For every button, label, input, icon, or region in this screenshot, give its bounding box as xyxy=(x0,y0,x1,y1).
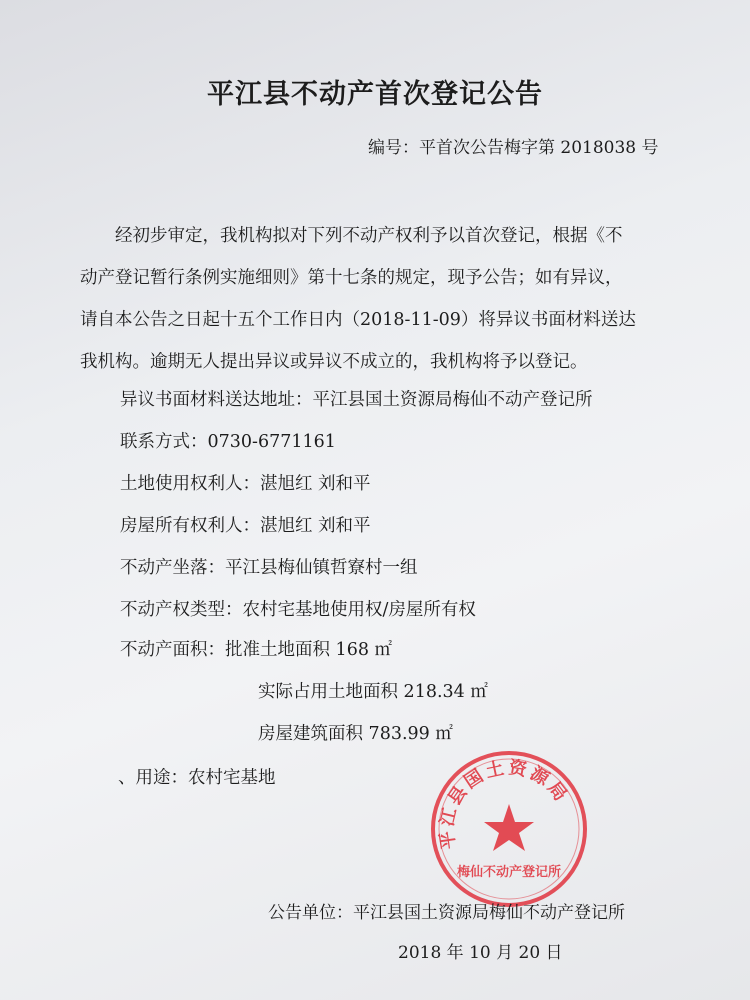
area-approved: 不动产面积：批准土地面积 168 ㎡ xyxy=(120,640,393,660)
document-number: 编号：平首次公告梅字第 2018038 号 xyxy=(368,138,659,158)
paragraph-line-3: 请自本公告之日起十五个工作日内（2018-11-09）将异议书面材料送达 xyxy=(80,310,636,330)
property-right-type: 不动产权类型：农村宅基地使用权/房屋所有权 xyxy=(120,600,476,620)
land-user: 土地使用权利人：湛旭红 刘和平 xyxy=(120,474,371,494)
contact-info: 联系方式：0730-6771161 xyxy=(120,432,336,452)
seal-inner-text: 梅仙不动产登记所 xyxy=(456,865,562,880)
property-location: 不动产坐落：平江县梅仙镇哲寮村一组 xyxy=(120,558,418,578)
area-building: 房屋建筑面积 783.99 ㎡ xyxy=(258,724,453,744)
seal-outer-text: 平江县国土资源局 xyxy=(436,757,573,851)
paragraph-line-1: 经初步审定，我机构拟对下列不动产权利予以首次登记，根据《不 xyxy=(115,226,623,246)
paragraph-line-4: 我机构。逾期无人提出异议或异议不成立的，我机构将予以登记。 xyxy=(80,352,588,372)
official-seal xyxy=(428,748,590,910)
seal-star-icon xyxy=(484,804,534,851)
issue-date: 2018 年 10 月 20 日 xyxy=(398,943,563,963)
notice-paragraph xyxy=(80,215,680,383)
property-usage: 、用途：农村宅基地 xyxy=(118,768,276,788)
document-title: 平江县不动产首次登记公告 xyxy=(207,79,543,110)
area-actual: 实际占用土地面积 218.34 ㎡ xyxy=(258,682,488,702)
paragraph-line-2: 动产登记暂行条例实施细则》第十七条的规定，现予公告；如有异议， xyxy=(80,268,623,288)
objection-address: 异议书面材料送达地址：平江县国土资源局梅仙不动产登记所 xyxy=(120,390,593,410)
house-owner: 房屋所有权利人：湛旭红 刘和平 xyxy=(120,516,371,536)
issuer: 公告单位：平江县国土资源局梅仙不动产登记所 xyxy=(268,903,625,923)
